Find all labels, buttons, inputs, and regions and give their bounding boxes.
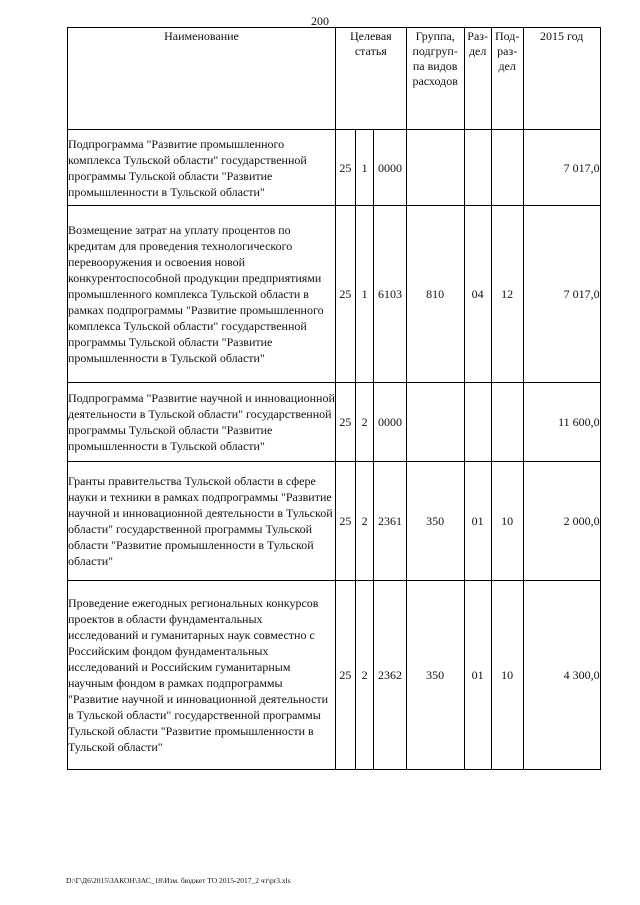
table-row [68,581,601,770]
row-target-subprogram: 1 [355,130,374,206]
row-target-subprogram: 2 [355,383,374,462]
row-expense-group: 350 [406,581,464,770]
row-section: 01 [464,462,491,581]
header-section: Раз-дел [464,28,491,130]
header-name: Наименование [68,28,336,130]
row-target-subprogram: 2 [355,581,374,770]
header-subsection: Под-раз-дел [491,28,523,130]
header-row [68,28,601,130]
table-row [68,130,601,206]
row-section [464,383,491,462]
row-subsection: 10 [491,462,523,581]
row-target-code: 0000 [374,130,406,206]
row-target-program: 25 [336,206,356,383]
table-row [68,462,601,581]
row-name: Гранты правительства Тульской области в сфере науки и техники в рамках подпрограммы "Развитие научной и инновационной деятельности в Тульской области" государственной программы Тульской области "Развитие промышленности в Тульской области" [68,462,336,581]
row-expense-group [406,130,464,206]
row-expense-group: 810 [406,206,464,383]
table-row [68,206,601,383]
row-target-code: 2362 [374,581,406,770]
header-year: 2015 год [523,28,600,130]
row-subsection [491,383,523,462]
row-target-code: 0000 [374,383,406,462]
row-target-code: 2361 [374,462,406,581]
row-target-program: 25 [336,130,356,206]
row-section: 04 [464,206,491,383]
row-target-program: 25 [336,383,356,462]
row-target-program: 25 [336,462,356,581]
row-amount: 11 600,0 [523,383,600,462]
row-target-subprogram: 1 [355,206,374,383]
header-expense-group: Группа, подгруп-па видов расходов [406,28,464,130]
row-expense-group [406,383,464,462]
row-target-subprogram: 2 [355,462,374,581]
row-subsection [491,130,523,206]
header-target-article: Целевая статья [336,28,407,130]
budget-table [67,27,601,770]
row-name: Подпрограмма "Развитие научной и инновационной деятельности в Тульской области" государственной программы Тульской области "Развитие промышленности в Тульской области" [68,383,336,462]
footer-file-path: D:\Г\Д6\2015\ЗАКОН\ЗАС_18\Изм. бюджет ТО 2015-2017_2 чт\pr3.xls [66,876,291,885]
row-amount: 7 017,0 [523,206,600,383]
row-name: Возмещение затрат на уплату процентов по кредитам для проведения технологического перевооружения и освоения новой конкурентоспособной продукции предприятиями промышленного комплекса Тульской области в рамках подпрограммы "Развитие промышленного комплекса Тульской области" государственной программы Тульской области "Развитие промышленности в Тульской области" [68,206,336,383]
row-subsection: 10 [491,581,523,770]
table-row [68,383,601,462]
page-number: 200 [311,14,329,28]
row-name: Проведение ежегодных региональных конкурсов проектов в области фундаментальных исследований и гуманитарных наук совместно с Российским фондом фундаментальных исследований и Российским гуманитарным научным фондом в рамках подпрограммы "Развитие научной и инновационной деятельности в Тульской области" государственной программы Тульской области "Развитие промышленности в Тульской области" [68,581,336,770]
row-target-program: 25 [336,581,356,770]
row-amount: 7 017,0 [523,130,600,206]
row-amount: 4 300,0 [523,581,600,770]
row-section: 01 [464,581,491,770]
row-subsection: 12 [491,206,523,383]
row-section [464,130,491,206]
row-target-code: 6103 [374,206,406,383]
row-expense-group: 350 [406,462,464,581]
row-amount: 2 000,0 [523,462,600,581]
row-name: Подпрограмма "Развитие промышленного комплекса Тульской области" государственной программы Тульской области "Развитие промышленности в Тульской области" [68,130,336,206]
